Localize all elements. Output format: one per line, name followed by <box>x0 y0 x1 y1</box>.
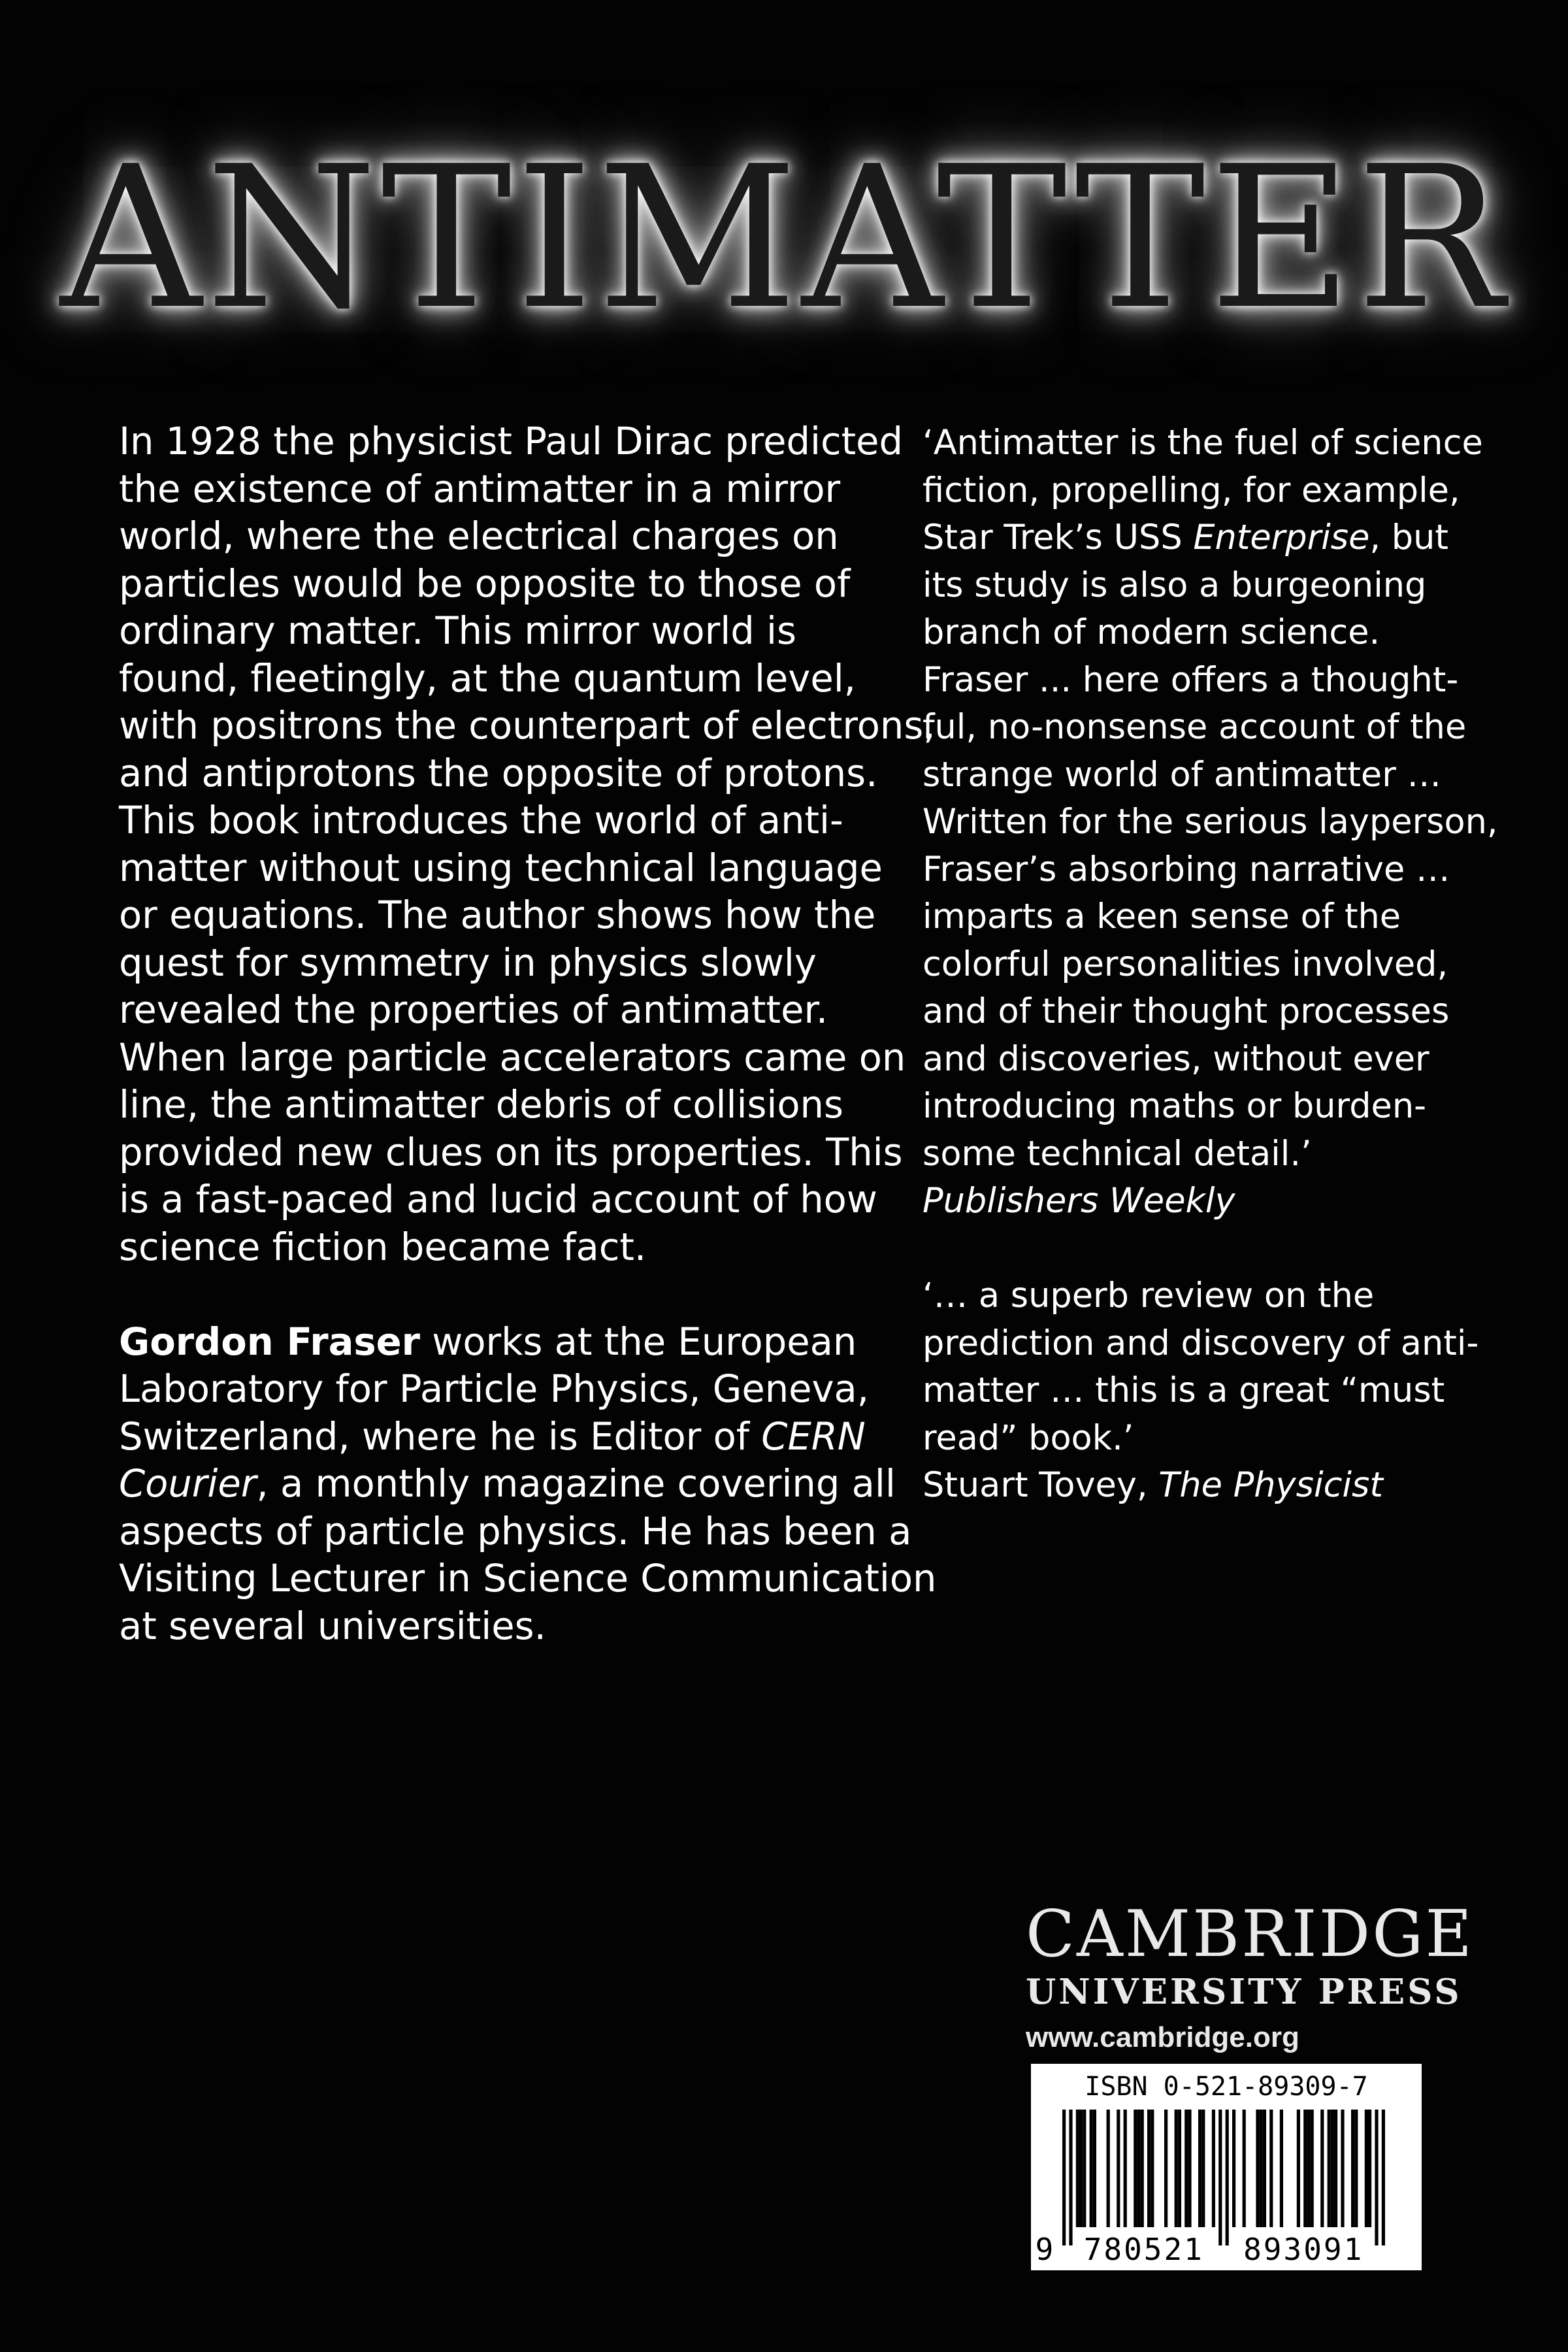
review-source: Publishers Weekly <box>923 1181 1235 1221</box>
description-line: When large particle accelerators came on <box>119 1035 906 1080</box>
barcode-bar <box>1147 2110 1151 2227</box>
publisher-url: www.cambridge.org <box>1026 2021 1299 2053</box>
barcode-bar <box>1212 2110 1215 2227</box>
description-line: This book introduces the world of anti- <box>119 799 843 842</box>
publisher-subtitle: UNIVERSITY PRESS <box>1026 1972 1462 2012</box>
review-line: ful, no-nonsense account of the <box>923 707 1467 747</box>
barcode-bar <box>1382 2110 1385 2245</box>
review-quote <box>923 420 1497 1225</box>
description-line: found, fleetingly, at the quantum level, <box>119 656 856 701</box>
author-bio-line: aspects of particle physics. He has been a <box>119 1509 912 1553</box>
barcode-bar <box>1069 2110 1072 2245</box>
description-line: world, where the electrical charges on <box>119 514 839 558</box>
barcode-bar <box>1134 2110 1137 2227</box>
barcode-bar <box>1334 2110 1337 2227</box>
barcode-bar <box>1107 2110 1110 2227</box>
description-line: provided new clues on its properties. This <box>119 1130 903 1174</box>
barcode-bar <box>1368 2110 1371 2227</box>
barcode-bar <box>1218 2110 1222 2245</box>
description-line: ordinary matter. This mirror world is <box>119 609 796 653</box>
barcode-bar <box>1076 2110 1079 2227</box>
review-line: Written for the serious layperson, <box>923 802 1498 842</box>
review-quote <box>923 1272 1497 1510</box>
right-column <box>923 420 1497 1510</box>
barcode-digits: 780521 <box>1083 2232 1204 2267</box>
description-line: with positrons the counterpart of electrons, <box>119 704 936 748</box>
author-bio-line: Switzerland, where he is Editor of CERN <box>119 1414 866 1459</box>
book-description <box>119 418 936 1271</box>
review-line: Fraser’s absorbing narrative … <box>923 849 1450 889</box>
isbn-text: ISBN 0-521-89309-7 <box>1085 2072 1368 2102</box>
barcode-bar <box>1124 2110 1127 2227</box>
author-bio-line: Gordon Fraser works at the European <box>119 1319 857 1364</box>
description-line: revealed the properties of antimatter. <box>119 988 828 1032</box>
author-bio-line: Laboratory for Particle Physics, Geneva, <box>119 1367 870 1411</box>
barcode-bar <box>1297 2110 1300 2227</box>
barcode-bar <box>1341 2110 1344 2227</box>
review-line: fiction, propelling, for example, <box>923 470 1460 510</box>
barcode-bar <box>1175 2110 1178 2227</box>
description-line: or equations. The author shows how the <box>119 893 876 937</box>
publisher-logo <box>1026 1897 1475 2054</box>
left-column <box>119 418 937 1650</box>
review-line: its study is also a burgeoning <box>923 565 1427 605</box>
barcode-bar <box>1151 2110 1154 2227</box>
barcode-bar <box>1079 2110 1083 2227</box>
description-line: and antiprotons the opposite of protons. <box>119 751 878 795</box>
review-line: introducing maths or burden- <box>923 1086 1427 1126</box>
barcode-bar <box>1164 2110 1168 2227</box>
description-line: quest for symmetry in physics slowly <box>119 940 817 985</box>
barcode-bar <box>1093 2110 1096 2227</box>
barcode-bar <box>1232 2110 1235 2227</box>
barcode-bar <box>1260 2110 1263 2227</box>
author-name: Gordon Fraser <box>119 1319 421 1364</box>
barcode-bar <box>1331 2110 1334 2227</box>
author-bio-line: at several universities. <box>119 1604 546 1648</box>
barcode-bar <box>1307 2110 1310 2227</box>
barcode-bar <box>1375 2110 1378 2245</box>
barcode-bar <box>1226 2110 1229 2245</box>
barcode-digits: 893091 <box>1243 2232 1364 2267</box>
author-bio-line: Courier, a monthly magazine covering all <box>119 1462 896 1506</box>
review-line: some technical detail.’ <box>923 1133 1312 1174</box>
barcode-bar <box>1090 2110 1093 2227</box>
barcode-bar <box>1320 2110 1324 2227</box>
barcode-bar <box>1141 2110 1144 2227</box>
review-line: colorful personalities involved, <box>923 944 1448 984</box>
description-line: matter without using technical language <box>119 846 883 890</box>
barcode <box>1031 2064 1422 2270</box>
barcode-bar <box>1062 2110 1066 2245</box>
review-line: strange world of antimatter … <box>923 754 1441 795</box>
barcode-bar <box>1188 2110 1191 2227</box>
magazine-title: CERN <box>761 1414 866 1459</box>
book-title: ANTIMATTER <box>60 124 1508 352</box>
barcode-bar <box>1178 2110 1181 2227</box>
barcode-bar <box>1243 2110 1246 2227</box>
description-line: the existence of antimatter in a mirror <box>119 467 841 511</box>
barcode-bar <box>1198 2110 1201 2227</box>
author-bio-line: Visiting Lecturer in Science Communication <box>119 1557 937 1600</box>
barcode-bar <box>1137 2110 1140 2227</box>
review-line: read” book.’ <box>923 1417 1134 1458</box>
barcode-bar <box>1263 2110 1266 2227</box>
review-line: Fraser ... here offers a thought- <box>923 659 1459 700</box>
review-line: branch of modern science. <box>923 612 1380 652</box>
review-line: and of their thought processes <box>923 991 1450 1031</box>
review-line: prediction and discovery of anti- <box>923 1323 1479 1363</box>
description-line: particles would be opposite to those of <box>119 561 851 606</box>
barcode-bar <box>1256 2110 1259 2227</box>
publisher-name: CAMBRIDGE <box>1026 1897 1475 1972</box>
review-line: imparts a keen sense of the <box>923 897 1401 936</box>
barcode-bar <box>1311 2110 1314 2227</box>
review-line: Star Trek’s USS Enterprise, but <box>923 518 1448 557</box>
review-line: matter … this is a great “must <box>923 1370 1445 1410</box>
description-line: In 1928 the physicist Paul Dirac predicted <box>119 420 904 463</box>
magazine-title: Courier <box>119 1462 257 1506</box>
barcode-digits: 9 <box>1035 2232 1056 2267</box>
review-line: and discoveries, without ever <box>923 1038 1429 1079</box>
barcode-bar <box>1328 2110 1331 2227</box>
review-line: ‘… a superb review on the <box>923 1276 1375 1316</box>
author-bio <box>119 1319 937 1651</box>
review-source: Stuart Tovey, The Physicist <box>923 1465 1383 1505</box>
review-line: ‘Antimatter is the fuel of science <box>923 423 1483 463</box>
barcode-bar <box>1280 2110 1283 2227</box>
barcode-bar <box>1184 2110 1188 2227</box>
barcode-bar <box>1365 2110 1368 2227</box>
barcode-bar <box>1351 2110 1354 2227</box>
barcode-bar <box>1269 2110 1273 2227</box>
ship-name: Enterprise <box>1193 518 1370 557</box>
barcode-bar <box>1083 2110 1086 2227</box>
description-line: line, the antimatter debris of collisions <box>119 1083 843 1127</box>
description-line: is a fast-paced and lucid account of how <box>119 1178 877 1221</box>
description-line: science fiction became fact. <box>119 1225 647 1269</box>
barcode-bar <box>1201 2110 1205 2227</box>
barcode-bar <box>1354 2110 1358 2227</box>
barcode-bar <box>1117 2110 1120 2227</box>
barcode-bar <box>1303 2110 1307 2227</box>
